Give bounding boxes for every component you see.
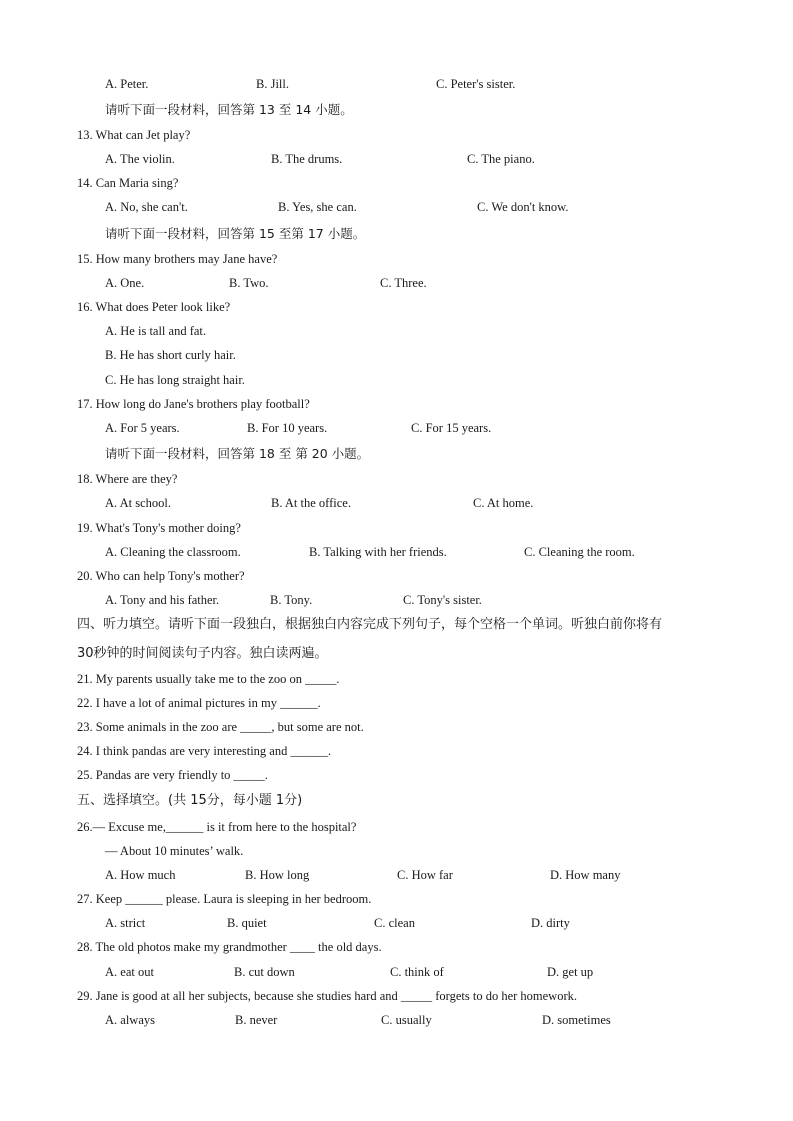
question-text: 18. Where are they?: [77, 472, 178, 486]
option-b: B. Two.: [229, 276, 269, 290]
option-c: C. usually: [381, 1013, 432, 1027]
option-b: B. Talking with her friends.: [309, 545, 447, 559]
listening-instruction: 请听下面一段材料，回答第 18 至 第 20 小题。: [105, 446, 370, 461]
option-c: C. Peter's sister.: [436, 77, 516, 91]
section-heading: 五、选择填空。(共 15分，每小题 1分): [77, 793, 303, 808]
question-text: 19. What's Tony's mother doing?: [77, 521, 241, 535]
option-a: A. strict: [105, 916, 146, 930]
question-text: 25. Pandas are very friendly to _____.: [77, 768, 268, 782]
option-c: C. Tony's sister.: [403, 593, 482, 607]
option-a: A. For 5 years.: [105, 421, 180, 435]
question-text: 27. Keep ______ please. Laura is sleeping in her bedroom.: [77, 892, 372, 906]
option-a: A. One.: [105, 276, 145, 290]
option-c: C. clean: [374, 916, 415, 930]
question-text: 13. What can Jet play?: [77, 128, 191, 142]
option-c: C. How far: [397, 868, 453, 882]
option-b: B. At the office.: [271, 496, 351, 510]
option-b: B. quiet: [227, 916, 267, 930]
option-a: A. No, she can't.: [105, 200, 188, 214]
option-b: B. Jill.: [256, 77, 289, 91]
option-b: B. Yes, she can.: [278, 200, 357, 214]
option-line: B. He has short curly hair.: [105, 348, 236, 362]
option-a: A. How much: [105, 868, 176, 882]
option-a: A. Peter.: [105, 77, 149, 91]
question-text: 21. My parents usually take me to the zoo on _____.: [77, 672, 340, 686]
listening-instruction: 请听下面一段材料，回答第 15 至第 17 小题。: [105, 226, 366, 241]
question-text: 20. Who can help Tony's mother?: [77, 569, 245, 583]
option-c: C. We don't know.: [477, 200, 569, 214]
option-c: C. Cleaning the room.: [524, 545, 635, 559]
option-d: D. sometimes: [542, 1013, 611, 1027]
option-c: C. At home.: [473, 496, 534, 510]
option-a: A. eat out: [105, 965, 154, 979]
option-a: A. The violin.: [105, 152, 175, 166]
option-b: B. cut down: [234, 965, 295, 979]
option-b: B. Tony.: [270, 593, 313, 607]
option-b: B. never: [235, 1013, 278, 1027]
question-text: 28. The old photos make my grandmother ____ the old days.: [77, 940, 382, 954]
question-text: 24. I think pandas are very interesting and ______.: [77, 744, 332, 758]
option-line: C. He has long straight hair.: [105, 373, 245, 387]
question-text: 29. Jane is good at all her subjects, because she studies hard and _____ forgets to do her homework.: [77, 989, 577, 1003]
option-c: C. think of: [390, 965, 444, 979]
option-a: A. At school.: [105, 496, 171, 510]
section-heading: 四、听力填空。请听下面一段独白，根据独白内容完成下列句子，每个空格一个单词。听独白前你将有: [77, 617, 663, 632]
option-a: A. Cleaning the classroom.: [105, 545, 241, 559]
option-a: A. always: [105, 1013, 155, 1027]
option-a: A. Tony and his father.: [105, 593, 220, 607]
question-text: 26.— Excuse me,______ is it from here to the hospital?: [77, 820, 357, 834]
question-text: 17. How long do Jane's brothers play football?: [77, 397, 310, 411]
option-line: A. He is tall and fat.: [105, 324, 207, 338]
question-text: 14. Can Maria sing?: [77, 176, 179, 190]
option-line: — About 10 minutes’ walk.: [105, 844, 244, 858]
question-text: 23. Some animals in the zoo are _____, but some are not.: [77, 720, 364, 734]
option-b: B. How long: [245, 868, 310, 882]
listening-instruction: 请听下面一段材料，回答第 13 至 14 小题。: [105, 102, 353, 117]
option-b: B. The drums.: [271, 152, 343, 166]
option-d: D. get up: [547, 965, 594, 979]
option-c: C. For 15 years.: [411, 421, 492, 435]
option-b: B. For 10 years.: [247, 421, 328, 435]
question-text: 16. What does Peter look like?: [77, 300, 231, 314]
option-d: D. How many: [550, 868, 621, 882]
question-text: 15. How many brothers may Jane have?: [77, 252, 278, 266]
question-text: 22. I have a lot of animal pictures in my ______.: [77, 696, 321, 710]
section-heading: 30秒钟的时间阅读句子内容。独白读两遍。: [77, 646, 328, 661]
option-c: C. Three.: [380, 276, 427, 290]
option-c: C. The piano.: [467, 152, 535, 166]
option-d: D. dirty: [531, 916, 570, 930]
